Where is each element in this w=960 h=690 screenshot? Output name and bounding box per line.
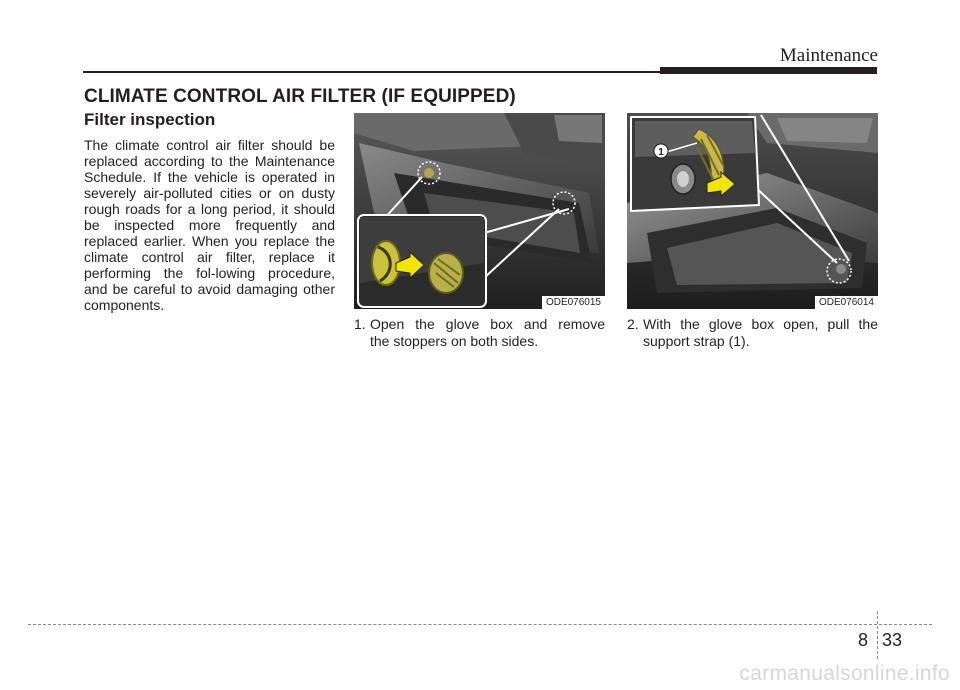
subsection-title: Filter inspection: [84, 110, 216, 129]
step-text-line-1: Open the glove box and remove: [370, 316, 605, 332]
glove-box-illustration: [354, 113, 605, 309]
page-number: 33: [882, 630, 903, 650]
step-number: 2.: [627, 316, 639, 332]
header-rule: [83, 71, 660, 73]
filter-inspection-body: The climate control air filter should be replaced according to the Maintenance Schedule. If the vehicle is operated in severely air-polluted cities or on dusty rough roads for a long period, it should be inspected more frequently and replaced earlier. When you replace the climate control air filter, replace it performing the fol-lowing procedure, and be careful to avoid damaging other components.: [84, 137, 335, 313]
chapter-number: 8: [858, 630, 869, 650]
header-rule-thick: [660, 67, 877, 74]
support-strap-illustration: [627, 113, 878, 309]
step-text-line-2: the stoppers on both sides.: [370, 333, 539, 349]
watermark: carmanualsonline.info: [739, 662, 950, 685]
figure-code: ODE076014: [815, 296, 878, 309]
figure-support-strap: [627, 113, 878, 309]
step-text-line-1: With the glove box open, pull the: [643, 316, 878, 332]
figure-code: ODE076015: [542, 296, 605, 309]
step-2: [627, 316, 878, 350]
step-number: 1.: [354, 316, 366, 332]
running-header: Maintenance: [779, 45, 878, 66]
section-title: CLIMATE CONTROL AIR FILTER (IF EQUIPPED): [84, 86, 516, 107]
figure-glove-box-stoppers: [354, 113, 605, 309]
footer-rule: [28, 624, 932, 625]
step-text-line-2: support strap (1).: [643, 333, 750, 349]
footer-divider: [877, 611, 878, 659]
callout-number: 1: [658, 147, 664, 158]
step-1: [354, 316, 605, 350]
